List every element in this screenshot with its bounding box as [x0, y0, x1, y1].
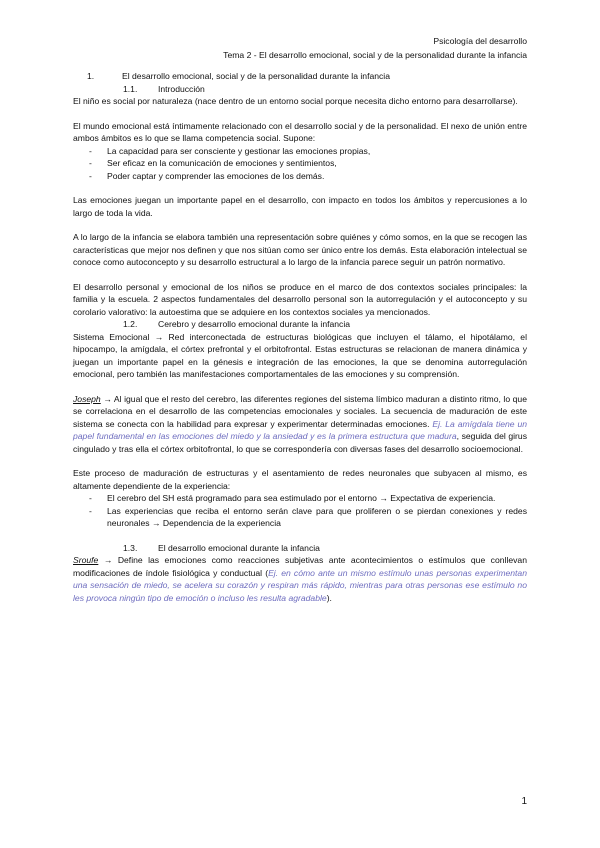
subsection-title: Introducción — [158, 83, 205, 94]
example-text: Ej. La amígdala tiene un papel fundamental en las emociones del miedo y la ansiedad y es la primera estructura que madura — [73, 418, 527, 441]
subsection-title: El desarrollo emocional durante la infancia — [158, 542, 320, 553]
header-course: Psicología del desarrollo — [433, 36, 527, 46]
section-number: 1. — [87, 71, 95, 81]
paragraph: Sistema Emocional → Red interconectada de estructuras biológicas que incluyen el tálamo, el hipotálamo, el hipocampo, la amígdala, el córtex prefrontal y el orbitofrontal. Estas estructuras se relacionan de manera dinámica y juegan un importante papel en la génesis e integración de las emociones, la que se denomina autorregulación emocional, pero también las manifestaciones comportamentales de las emociones y su comprensión. — [73, 331, 527, 379]
list-item: - Las experiencias que reciba el entorno serán clave para que proliferen o se pierdan conexiones y redes neuronales → Dependencia de la experiencia — [89, 505, 527, 528]
subsection-number: 1.2. — [123, 319, 138, 329]
joseph-paragraph: Joseph → Al igual que el resto del cerebro, las diferentes regiones del sistema límbico maduran a distinto ritmo, lo que se correlaciona en el desarrollo de las competencias emocionales y sociales. La secuencia de maduración de este sistema se conecta con la habilidad para expresar y experimentar determinadas emociones. Ej. La amígdala tiene un papel fundamental en las emociones del miedo y la ansiedad y es la primera estructura que madura, seguida del girus cingulado y tras ella el córtex orbitofrontal, lo que se correspondería con diversas fases del desarrollo socioemocional. — [73, 393, 527, 454]
subsection-title: Cerebro y desarrollo emocional durante la infancia — [158, 319, 351, 329]
section-title: El desarrollo emocional, social y de la personalidad durante la infancia — [122, 71, 390, 81]
paragraph: Las emociones juegan un importante papel en el desarrollo, con impacto en todos los ámbitos y repercusiones a lo largo de toda la vida. — [73, 195, 527, 218]
example-text: Ej. en cómo ante un mismo estímulo unas personas experimentan una sensación de miedo, se acelera su corazón y respiran más rápido, mientras para otras personas ese estímulo no les provoca ningún tipo de emoción o incluso les resulta agradable — [73, 567, 527, 603]
document-body — [73, 70, 527, 604]
page-number: 1 — [521, 796, 527, 807]
list-item: - El cerebro del SH está programado para sea estimulado por el entorno → Expectativa de experiencia. — [89, 493, 496, 503]
subsection-number: 1.1. — [123, 83, 138, 94]
header-topic: Tema 2 - El desarrollo emocional, social y de la personalidad durante la infancia — [223, 50, 527, 60]
subsection-heading-1-1 — [73, 83, 527, 96]
paragraph: El desarrollo personal y emocional de los niños se produce en el marco de dos contextos sociales principales: la familia y la escuela. 2 aspectos fundamentales del desarrollo personal son la autorregulación y el autoconcepto y su corolario valorativo: la autoestima que se adquiere en los contextos sociales ya mencionados. — [73, 281, 527, 317]
paragraph: El niño es social por naturaleza (nace dentro de un entorno social porque necesita dicho entorno para desarrollarse). — [73, 96, 518, 106]
list-item: - Ser eficaz en la comunicación de emociones y sentimientos, — [89, 158, 337, 168]
paragraph: A lo largo de la infancia se elabora también una representación sobre quiénes y cómo somos, en la que se recogen las características que mejor nos definen y que nos sitúan como ser único entre los demás. Esta elaboración intelectual se conoce como autoconcepto y su desarrollo estructural a lo largo de la infancia parece seguir un patrón normativo. — [73, 232, 527, 267]
sroufe-paragraph: Sroufe → Define las emociones como reacciones subjetivas ante acontecimientos o estímulos que conllevan modificaciones de índole fisiológica y conductual (Ej. en cómo ante un mismo estímulo unas personas experimentan una sensación de miedo, se acelera su corazón y respiran más rápido, mientras para otras personas ese estímulo no les provoca ningún tipo de emoción o incluso les resulta agradable). — [73, 555, 527, 603]
subsection-number: 1.3. — [123, 542, 138, 553]
page-header — [223, 34, 527, 62]
subsection-heading-1-3 — [73, 542, 527, 555]
list-item: - La capacidad para ser consciente y gestionar las emociones propias, — [89, 145, 371, 156]
paragraph: Este proceso de maduración de estructuras y el asentamiento de redes neuronales que subyacen al mismo, es altamente dependiente de la experiencia: — [73, 468, 527, 491]
paragraph: El mundo emocional está íntimamente relacionado con el desarrollo social y de la personalidad. El nexo de unión entre ambos ámbitos es lo que se llama competencia social. Supone: — [73, 120, 527, 143]
author-reference: Joseph — [73, 393, 101, 404]
subsection-heading-1-2 — [73, 318, 527, 331]
competencia-list — [73, 145, 527, 183]
author-reference: Sroufe — [73, 555, 99, 565]
list-item: - Poder captar y comprender las emociones de los demás. — [89, 170, 325, 181]
section-heading-1 — [73, 70, 527, 83]
experiencia-list — [73, 492, 527, 530]
